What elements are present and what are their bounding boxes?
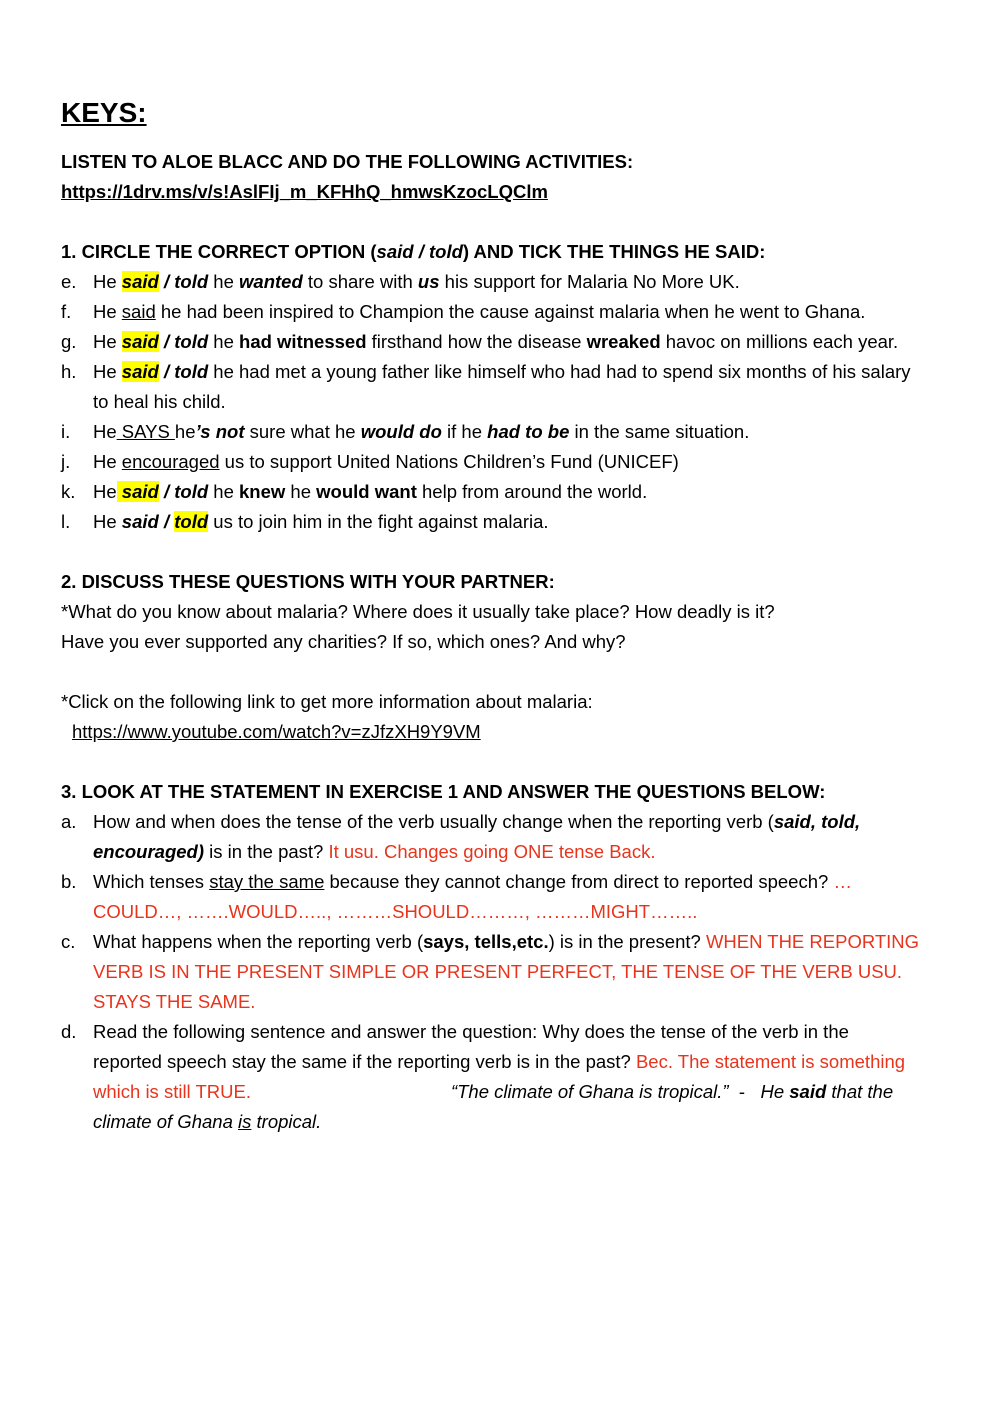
discussion-question: Have you ever supported any charities? If so, which ones? And why? [61,631,626,652]
list-item [61,477,921,507]
list-item [61,267,921,297]
item-label: k. [61,481,76,502]
page-title: KEYS: [61,97,147,128]
list-item [61,927,921,1017]
item-text: He said / told he knew he would want help from around the world. [93,481,648,502]
item-text: He said he had been inspired to Champion the cause against malaria when he went to Ghana. [93,301,866,322]
answer-text: It usu. Changes going ONE tense Back. [328,841,656,862]
item-text: He said / told us to join him in the fight against malaria. [93,511,549,532]
spacer [61,207,921,237]
item-label: g. [61,331,77,352]
circled-answer[interactable]: said [121,271,159,292]
discussion-question: *What do you know about malaria? Where does it usually take place? How deadly is it? [61,601,775,622]
item-label: j. [61,451,71,472]
item-text: He said / told he had witnessed firsthand how the disease wreaked havoc on millions each year. [93,331,899,352]
list-item [61,507,921,537]
item-text: How and when does the tense of the verb usually change when the reporting verb (said, told, encouraged) is in the past? It usu. Changes going ONE tense Back. [93,811,861,862]
item-label: c. [61,931,76,952]
item-text: What happens when the reporting verb (says, tells,etc.) is in the present? WHEN THE REPORTING VERB IS IN THE PRESENT SIMPLE OR PRESENT PERFECT, THE TENSE OF THE VERB USU. STAYS THE SAME. [93,931,920,1012]
answer-text: Bec. The statement is something which is still TRUE. [93,1051,906,1102]
exercise-2-heading: 2. DISCUSS THESE QUESTIONS WITH YOUR PARTNER: [61,571,555,592]
circled-answer[interactable]: said [116,481,159,502]
list-item [61,357,921,417]
circled-answer[interactable]: said [121,361,159,382]
spacer [61,657,921,687]
item-label: i. [61,421,71,442]
item-text: He encouraged us to support United Nations Children’s Fund (UNICEF) [93,451,679,472]
example-quote: “The climate of Ghana is tropical.” [450,1081,729,1102]
item-label: d. [61,1021,77,1042]
item-text: He said / told he wanted to share with us his support for Malaria No More UK. [93,271,740,292]
item-label: a. [61,811,77,832]
list-item [61,807,921,867]
item-label: e. [61,271,77,292]
list-item [61,1017,921,1137]
youtube-link[interactable]: https://www.youtube.com/watch?v=zJfzXH9Y9VM [72,721,481,742]
spacer [61,747,921,777]
list-item [61,417,921,447]
list-item [61,327,921,357]
exercise-3-heading: 3. LOOK AT THE STATEMENT IN EXERCISE 1 AND ANSWER THE QUESTIONS BELOW: [61,781,826,802]
item-label: f. [61,301,72,322]
list-item [61,867,921,927]
audio-link[interactable]: https://1drv.ms/v/s!AslFIj_m_KFHhQ_hmwsKzocLQClm [61,181,548,202]
item-text: He said / told he had met a young father like himself who had had to spend six months of his salary to heal his child. [93,361,911,412]
intro-heading: LISTEN TO ALOE BLACC AND DO THE FOLLOWING ACTIVITIES: [61,151,634,172]
link-instruction: *Click on the following link to get more information about malaria: [61,691,593,712]
spacer [61,537,921,567]
worksheet-page [61,93,921,1137]
item-label: l. [61,511,71,532]
item-text: Which tenses stay the same because they cannot change from direct to reported speech? …COULD…, …….WOULD….., ………SHOULD………, ………MIGHT…….. [93,871,852,922]
item-text: He SAYS he’s not sure what he would do if he had to be in the same situation. [93,421,750,442]
item-label: b. [61,871,77,892]
circled-answer[interactable]: told [174,511,209,532]
list-item [61,297,921,327]
item-text: Read the following sentence and answer the question: Why does the tense of the verb in the reported speech stay the same if the reporting verb is in the past? Bec. The statement is something which is still TRUE. “The climate of Ghana is tropical.” - He said that the climate of Ghana is tropical. [93,1021,906,1132]
exercise-1-heading: 1. CIRCLE THE CORRECT OPTION (said / told) AND TICK THE THINGS HE SAID: [61,241,766,262]
item-label: h. [61,361,77,382]
answer-text: …COULD…, …….WOULD….., ………SHOULD………, ………MIGHT…….. [93,871,852,922]
answer-text: WHEN THE REPORTING VERB IS IN THE PRESENT SIMPLE OR PRESENT PERFECT, THE TENSE OF THE VERB USU. STAYS THE SAME. [93,931,920,1012]
list-item [61,447,921,477]
circled-answer[interactable]: said [121,331,159,352]
